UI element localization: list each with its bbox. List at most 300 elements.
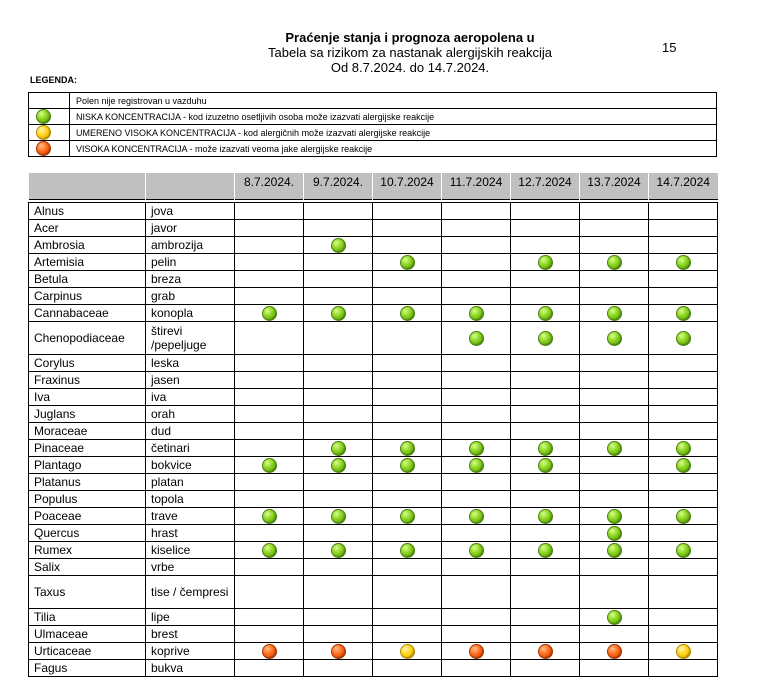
concentration-cell xyxy=(373,491,442,508)
concentration-cell xyxy=(511,474,580,491)
concentration-cell xyxy=(235,423,304,440)
local-name-cell: tise / čempresi xyxy=(146,576,235,609)
concentration-cell xyxy=(235,626,304,643)
local-name-cell: jova xyxy=(146,203,235,220)
concentration-cell xyxy=(304,237,373,254)
concentration-high-icon xyxy=(607,644,622,659)
concentration-cell xyxy=(235,576,304,609)
concentration-cell xyxy=(304,372,373,389)
concentration-cell xyxy=(649,372,718,389)
concentration-cell xyxy=(649,322,718,355)
legend-icon-cell xyxy=(29,125,70,141)
concentration-cell xyxy=(304,474,373,491)
table-row xyxy=(29,440,718,457)
concentration-cell xyxy=(235,372,304,389)
legend-row xyxy=(29,93,717,109)
concentration-cell xyxy=(442,542,511,559)
concentration-cell xyxy=(304,389,373,406)
header-blank-local xyxy=(146,173,235,200)
local-name-cell: breza xyxy=(146,271,235,288)
date-header xyxy=(304,173,373,200)
concentration-cell xyxy=(649,491,718,508)
concentration-cell xyxy=(442,355,511,372)
concentration-cell xyxy=(442,576,511,609)
latin-name-cell: Pinaceae xyxy=(29,440,146,457)
local-name-cell: ambrozija xyxy=(146,237,235,254)
legend-text: NISKA KONCENTRACIJA - kod izuzetno osetljivih osoba može izazvati alergijske reakcije xyxy=(70,109,717,125)
concentration-cell xyxy=(442,203,511,220)
concentration-cell xyxy=(649,406,718,423)
concentration-cell xyxy=(511,609,580,626)
table-row xyxy=(29,271,718,288)
date-label: 13.7.2024 xyxy=(587,175,641,189)
concentration-cell xyxy=(304,491,373,508)
concentration-cell xyxy=(373,440,442,457)
concentration-low-icon xyxy=(676,306,691,321)
concentration-low-icon xyxy=(538,441,553,456)
concentration-cell xyxy=(511,372,580,389)
concentration-low-icon xyxy=(331,543,346,558)
latin-name-cell: Cannabaceae xyxy=(29,305,146,322)
concentration-cell xyxy=(235,508,304,525)
date-label: 10.7.2024 xyxy=(380,175,434,189)
concentration-cell xyxy=(511,542,580,559)
concentration-cell xyxy=(235,237,304,254)
concentration-cell xyxy=(235,220,304,237)
concentration-cell xyxy=(373,406,442,423)
concentration-cell xyxy=(511,643,580,660)
report-title: Praćenje stanja i prognoza aeropolena u xyxy=(285,30,535,45)
local-name-cell: vrbe xyxy=(146,559,235,576)
concentration-cell xyxy=(649,237,718,254)
table-row xyxy=(29,288,718,305)
concentration-low-icon xyxy=(262,543,277,558)
table-row xyxy=(29,237,718,254)
concentration-cell xyxy=(511,355,580,372)
concentration-cell xyxy=(580,423,649,440)
table-row xyxy=(29,389,718,406)
concentration-cell xyxy=(304,643,373,660)
concentration-low-icon xyxy=(538,255,553,270)
table-row xyxy=(29,491,718,508)
concentration-cell xyxy=(580,609,649,626)
date-label: 9.7.2024. xyxy=(312,175,364,189)
concentration-cell xyxy=(235,355,304,372)
concentration-cell xyxy=(580,440,649,457)
concentration-mod-icon xyxy=(676,644,691,659)
concentration-low-icon xyxy=(469,509,484,524)
concentration-cell xyxy=(235,559,304,576)
concentration-low-icon xyxy=(538,306,553,321)
date-header xyxy=(373,173,442,200)
concentration-cell xyxy=(373,271,442,288)
concentration-low-icon xyxy=(607,526,622,541)
concentration-cell xyxy=(580,508,649,525)
date-label: 8.7.2024. xyxy=(243,175,295,189)
concentration-low-icon xyxy=(262,306,277,321)
table-row xyxy=(29,643,718,660)
concentration-cell xyxy=(511,576,580,609)
concentration-cell xyxy=(304,440,373,457)
local-name-cell: leska xyxy=(146,355,235,372)
concentration-high-icon xyxy=(331,644,346,659)
concentration-cell xyxy=(649,474,718,491)
latin-name-cell: Alnus xyxy=(29,203,146,220)
concentration-cell xyxy=(373,576,442,609)
concentration-cell xyxy=(649,609,718,626)
concentration-cell xyxy=(511,423,580,440)
table-row xyxy=(29,372,718,389)
concentration-cell xyxy=(373,559,442,576)
latin-name-cell: Moraceae xyxy=(29,423,146,440)
concentration-cell xyxy=(235,254,304,271)
concentration-cell xyxy=(373,423,442,440)
concentration-cell xyxy=(442,609,511,626)
latin-name-cell: Platanus xyxy=(29,474,146,491)
table-row xyxy=(29,626,718,643)
concentration-cell xyxy=(649,508,718,525)
concentration-cell xyxy=(235,474,304,491)
concentration-cell xyxy=(235,440,304,457)
concentration-cell xyxy=(373,542,442,559)
concentration-cell xyxy=(511,626,580,643)
table-row xyxy=(29,525,718,542)
table-row xyxy=(29,423,718,440)
concentration-cell xyxy=(304,525,373,542)
concentration-low-icon xyxy=(676,543,691,558)
local-name-cell: kiselice xyxy=(146,542,235,559)
legend-row xyxy=(29,109,717,125)
concentration-cell xyxy=(235,288,304,305)
page-number: 15 xyxy=(662,40,677,55)
concentration-cell xyxy=(649,626,718,643)
latin-name-cell: Ambrosia xyxy=(29,237,146,254)
table-row xyxy=(29,322,718,355)
concentration-high-icon xyxy=(469,644,484,659)
local-name-cell: topola xyxy=(146,491,235,508)
local-name-cell: dud xyxy=(146,423,235,440)
concentration-cell xyxy=(235,271,304,288)
concentration-cell xyxy=(442,322,511,355)
concentration-cell xyxy=(649,305,718,322)
table-header-row xyxy=(29,173,718,200)
table-row xyxy=(29,542,718,559)
concentration-low-icon xyxy=(400,441,415,456)
concentration-cell xyxy=(580,203,649,220)
local-name-cell: orah xyxy=(146,406,235,423)
concentration-low-icon xyxy=(262,509,277,524)
latin-name-cell: Iva xyxy=(29,389,146,406)
concentration-cell xyxy=(649,389,718,406)
concentration-cell xyxy=(304,220,373,237)
concentration-cell xyxy=(511,237,580,254)
concentration-cell xyxy=(580,576,649,609)
concentration-low-icon xyxy=(331,458,346,473)
local-name-cell: četinari xyxy=(146,440,235,457)
local-name-cell: bokvice xyxy=(146,457,235,474)
local-name-cell: jasen xyxy=(146,372,235,389)
date-header xyxy=(442,173,511,200)
concentration-cell xyxy=(442,626,511,643)
concentration-cell xyxy=(304,660,373,677)
concentration-cell xyxy=(304,457,373,474)
concentration-cell xyxy=(373,355,442,372)
concentration-cell xyxy=(304,254,373,271)
concentration-cell xyxy=(304,508,373,525)
concentration-cell xyxy=(511,305,580,322)
concentration-cell xyxy=(580,271,649,288)
concentration-cell xyxy=(511,440,580,457)
concentration-cell xyxy=(235,609,304,626)
concentration-cell xyxy=(580,406,649,423)
concentration-low-icon xyxy=(400,509,415,524)
concentration-cell xyxy=(304,355,373,372)
concentration-cell xyxy=(580,389,649,406)
concentration-cell xyxy=(511,288,580,305)
concentration-cell xyxy=(511,254,580,271)
concentration-cell xyxy=(373,220,442,237)
concentration-low-icon xyxy=(36,109,51,124)
concentration-cell xyxy=(442,508,511,525)
concentration-cell xyxy=(304,271,373,288)
concentration-cell xyxy=(235,389,304,406)
concentration-cell xyxy=(580,542,649,559)
concentration-cell xyxy=(649,220,718,237)
concentration-cell xyxy=(442,423,511,440)
concentration-cell xyxy=(304,576,373,609)
concentration-cell xyxy=(235,406,304,423)
concentration-cell xyxy=(304,203,373,220)
legend-heading: LEGENDA: xyxy=(30,75,77,85)
local-name-cell: hrast xyxy=(146,525,235,542)
legend-row xyxy=(29,125,717,141)
concentration-high-icon xyxy=(538,644,553,659)
concentration-cell xyxy=(511,457,580,474)
concentration-low-icon xyxy=(262,458,277,473)
concentration-cell xyxy=(511,491,580,508)
table-row xyxy=(29,660,718,677)
concentration-low-icon xyxy=(400,543,415,558)
concentration-low-icon xyxy=(469,458,484,473)
concentration-cell xyxy=(442,389,511,406)
concentration-cell xyxy=(649,271,718,288)
table-row xyxy=(29,508,718,525)
concentration-cell xyxy=(235,491,304,508)
concentration-cell xyxy=(511,322,580,355)
concentration-cell xyxy=(580,355,649,372)
concentration-low-icon xyxy=(538,509,553,524)
legend-icon-cell xyxy=(29,141,70,157)
date-label: 11.7.2024 xyxy=(449,175,503,189)
concentration-cell xyxy=(580,322,649,355)
concentration-cell xyxy=(442,271,511,288)
table-row xyxy=(29,474,718,491)
concentration-high-icon xyxy=(36,141,51,156)
table-row xyxy=(29,203,718,220)
concentration-low-icon xyxy=(469,331,484,346)
date-label: 14.7.2024 xyxy=(656,175,710,189)
concentration-cell xyxy=(580,457,649,474)
local-name-cell: koprive xyxy=(146,643,235,660)
concentration-cell xyxy=(511,660,580,677)
concentration-low-icon xyxy=(676,509,691,524)
table-row xyxy=(29,457,718,474)
concentration-cell xyxy=(442,305,511,322)
latin-name-cell: Urticaceae xyxy=(29,643,146,660)
concentration-low-icon xyxy=(331,238,346,253)
local-name-cell: platan xyxy=(146,474,235,491)
concentration-cell xyxy=(580,305,649,322)
pollen-table xyxy=(28,173,718,677)
local-name-cell: konopla xyxy=(146,305,235,322)
table-row xyxy=(29,254,718,271)
concentration-cell xyxy=(580,288,649,305)
concentration-high-icon xyxy=(262,644,277,659)
concentration-cell xyxy=(580,474,649,491)
latin-name-cell: Corylus xyxy=(29,355,146,372)
concentration-cell xyxy=(235,542,304,559)
concentration-low-icon xyxy=(400,255,415,270)
concentration-cell xyxy=(304,626,373,643)
concentration-low-icon xyxy=(607,441,622,456)
concentration-low-icon xyxy=(676,331,691,346)
concentration-cell xyxy=(442,372,511,389)
concentration-low-icon xyxy=(607,306,622,321)
concentration-cell xyxy=(442,525,511,542)
concentration-low-icon xyxy=(607,509,622,524)
latin-name-cell: Artemisia xyxy=(29,254,146,271)
concentration-cell xyxy=(580,254,649,271)
concentration-cell xyxy=(304,559,373,576)
table-row xyxy=(29,559,718,576)
concentration-cell xyxy=(511,271,580,288)
concentration-cell xyxy=(649,525,718,542)
local-name-cell: brest xyxy=(146,626,235,643)
concentration-cell xyxy=(580,525,649,542)
concentration-cell xyxy=(511,203,580,220)
date-header xyxy=(580,173,649,200)
latin-name-cell: Salix xyxy=(29,559,146,576)
concentration-cell xyxy=(649,288,718,305)
concentration-cell xyxy=(373,203,442,220)
report-subtitle: Tabela sa rizikom za nastanak alergijskih reakcija xyxy=(268,45,552,60)
concentration-cell xyxy=(649,643,718,660)
concentration-cell xyxy=(580,660,649,677)
concentration-low-icon xyxy=(331,441,346,456)
table-row xyxy=(29,609,718,626)
latin-name-cell: Plantago xyxy=(29,457,146,474)
concentration-cell xyxy=(649,457,718,474)
concentration-cell xyxy=(580,559,649,576)
concentration-cell xyxy=(235,322,304,355)
concentration-cell xyxy=(373,643,442,660)
legend-text: VISOKA KONCENTRACIJA - može izazvati veoma jake alergijske reakcije xyxy=(70,141,717,157)
concentration-low-icon xyxy=(676,458,691,473)
local-name-cell: štirevi /pepeljuge xyxy=(146,322,235,355)
concentration-cell xyxy=(511,220,580,237)
concentration-cell xyxy=(580,491,649,508)
date-header xyxy=(649,173,718,200)
table-row xyxy=(29,406,718,423)
concentration-cell xyxy=(442,440,511,457)
concentration-cell xyxy=(235,457,304,474)
concentration-cell xyxy=(580,220,649,237)
concentration-cell xyxy=(649,203,718,220)
concentration-low-icon xyxy=(607,331,622,346)
table-row xyxy=(29,220,718,237)
concentration-cell xyxy=(304,288,373,305)
table-row xyxy=(29,355,718,372)
concentration-cell xyxy=(373,609,442,626)
local-name-cell: iva xyxy=(146,389,235,406)
concentration-cell xyxy=(373,525,442,542)
concentration-low-icon xyxy=(676,441,691,456)
concentration-cell xyxy=(235,203,304,220)
concentration-low-icon xyxy=(400,306,415,321)
concentration-cell xyxy=(649,559,718,576)
concentration-cell xyxy=(235,525,304,542)
concentration-cell xyxy=(373,457,442,474)
legend-icon-cell xyxy=(29,93,70,109)
concentration-cell xyxy=(442,474,511,491)
concentration-low-icon xyxy=(538,543,553,558)
title-block xyxy=(220,30,600,75)
concentration-cell xyxy=(373,322,442,355)
latin-name-cell: Betula xyxy=(29,271,146,288)
concentration-cell xyxy=(373,305,442,322)
concentration-cell xyxy=(373,474,442,491)
concentration-cell xyxy=(373,237,442,254)
concentration-cell xyxy=(649,440,718,457)
local-name-cell: bukva xyxy=(146,660,235,677)
concentration-low-icon xyxy=(538,331,553,346)
concentration-cell xyxy=(304,542,373,559)
latin-name-cell: Quercus xyxy=(29,525,146,542)
concentration-cell xyxy=(649,576,718,609)
concentration-low-icon xyxy=(538,458,553,473)
concentration-low-icon xyxy=(400,458,415,473)
concentration-cell xyxy=(304,423,373,440)
concentration-cell xyxy=(511,559,580,576)
concentration-cell xyxy=(235,660,304,677)
latin-name-cell: Populus xyxy=(29,491,146,508)
concentration-cell xyxy=(649,660,718,677)
local-name-cell: javor xyxy=(146,220,235,237)
concentration-cell xyxy=(373,389,442,406)
concentration-cell xyxy=(580,372,649,389)
concentration-cell xyxy=(304,305,373,322)
concentration-cell xyxy=(304,322,373,355)
latin-name-cell: Chenopodiaceae xyxy=(29,322,146,355)
concentration-cell xyxy=(511,508,580,525)
concentration-cell xyxy=(442,220,511,237)
latin-name-cell: Tilia xyxy=(29,609,146,626)
concentration-cell xyxy=(442,559,511,576)
concentration-cell xyxy=(373,254,442,271)
concentration-cell xyxy=(580,237,649,254)
concentration-cell xyxy=(442,254,511,271)
concentration-cell xyxy=(442,457,511,474)
latin-name-cell: Acer xyxy=(29,220,146,237)
concentration-cell xyxy=(511,389,580,406)
concentration-cell xyxy=(649,355,718,372)
concentration-low-icon xyxy=(469,441,484,456)
concentration-cell xyxy=(442,288,511,305)
local-name-cell: pelin xyxy=(146,254,235,271)
concentration-low-icon xyxy=(607,543,622,558)
report-period: Od 8.7.2024. do 14.7.2024. xyxy=(330,60,490,75)
date-header xyxy=(235,173,304,200)
